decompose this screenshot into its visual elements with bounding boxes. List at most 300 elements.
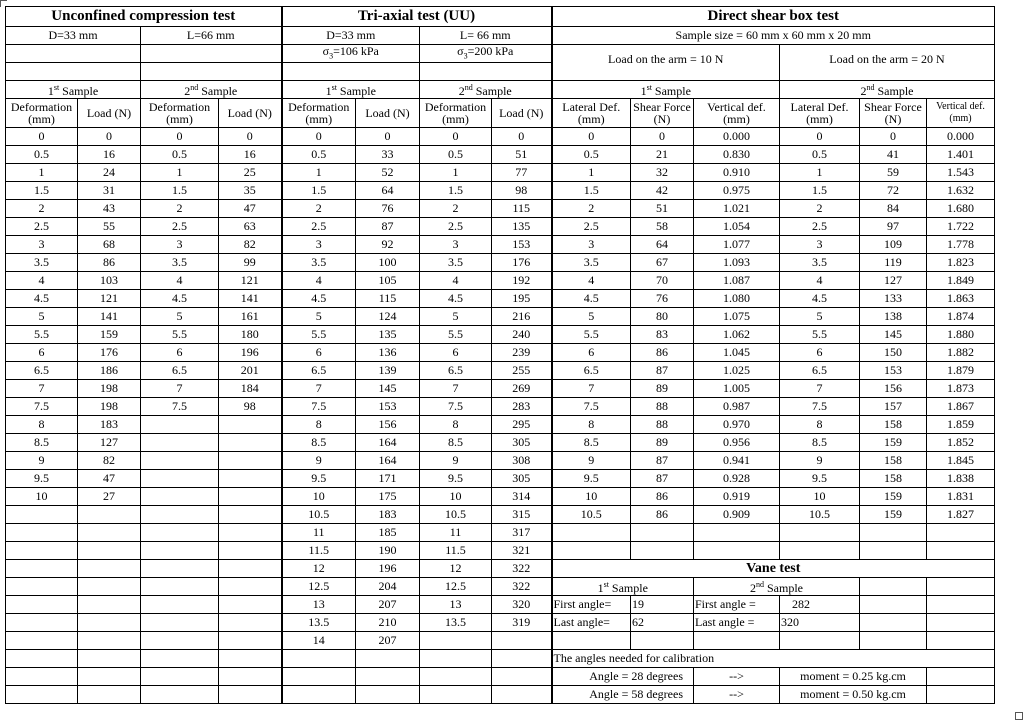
tri-s1-deformation: 1 — [282, 164, 356, 182]
tri-s2-deformation: 9 — [420, 452, 492, 470]
dsb-s2-vertical-def: 1.831 — [927, 488, 995, 506]
table-row — [6, 560, 995, 578]
tri-s2-load: 115 — [492, 200, 552, 218]
dsb-s1-vertical-def: 0.000 — [694, 128, 780, 146]
ucs-s1-load: 82 — [78, 452, 141, 470]
tri-s1-deformation: 9 — [282, 452, 356, 470]
tri-s2-load: 51 — [492, 146, 552, 164]
vane-s1-last-angle-label: Last angle= — [552, 614, 631, 632]
ucs-s1-deformation — [6, 578, 78, 596]
tri-s1-deformation: 6 — [282, 344, 356, 362]
dsb-s2-shear-force: 109 — [860, 236, 927, 254]
empty-cell — [141, 686, 219, 704]
dsb-blank — [694, 524, 780, 542]
tri-s1-deformation: 10 — [282, 488, 356, 506]
col-header-deformation: Deformation (mm) — [420, 99, 492, 128]
dsb-blank — [860, 524, 927, 542]
ucs-s2-deformation: 2.5 — [141, 218, 219, 236]
tri-s2-deformation: 3.5 — [420, 254, 492, 272]
ucs-s1-load: 86 — [78, 254, 141, 272]
ucs-s1-load: 159 — [78, 326, 141, 344]
ucs-s2-load: 47 — [219, 200, 282, 218]
ucs-s2-deformation: 5 — [141, 308, 219, 326]
dsb-s2-shear-force: 0 — [860, 128, 927, 146]
ucs-s1-load: 121 — [78, 290, 141, 308]
dsb-s2-lateral-def: 7.5 — [780, 398, 860, 416]
empty-cell — [78, 650, 141, 668]
tri-s1-load: 52 — [356, 164, 420, 182]
dsb-s2-lateral-def: 8.5 — [780, 434, 860, 452]
dsb-s1-shear-force: 42 — [631, 182, 694, 200]
tri-s2-deformation: 12 — [420, 560, 492, 578]
tri-s1-load: 164 — [356, 452, 420, 470]
tri-s2-deformation: 11.5 — [420, 542, 492, 560]
tri-blank — [282, 63, 420, 81]
ucs-s2-load: 25 — [219, 164, 282, 182]
tri-s1-deformation: 0.5 — [282, 146, 356, 164]
dsb-s2-vertical-def: 1.827 — [927, 506, 995, 524]
tri-s1-load: 171 — [356, 470, 420, 488]
ucs-s2-load — [219, 596, 282, 614]
dsb-s2-vertical-def: 1.680 — [927, 200, 995, 218]
tri-s1-deformation: 5 — [282, 308, 356, 326]
dsb-s2-shear-force: 72 — [860, 182, 927, 200]
vane-s1-last-angle: 62 — [631, 614, 694, 632]
ucs-s1-deformation: 8.5 — [6, 434, 78, 452]
ucs-s1-deformation — [6, 614, 78, 632]
vane-s2-last-angle-label: Last angle = — [694, 614, 780, 632]
col-header-vertical-def: Vertical def. (mm) — [694, 99, 780, 128]
col-header-lateral-def: Lateral Def. (mm) — [552, 99, 631, 128]
ucs-s1-deformation: 9.5 — [6, 470, 78, 488]
tri-s1-load: 124 — [356, 308, 420, 326]
ucs-s1-deformation: 2.5 — [6, 218, 78, 236]
tri-s2-load: 135 — [492, 218, 552, 236]
col-header-deformation: Deformation (mm) — [282, 99, 356, 128]
dsb-s2-vertical-def: 1.880 — [927, 326, 995, 344]
tri-s2-deformation: 4.5 — [420, 290, 492, 308]
dsb-s1-shear-force: 83 — [631, 326, 694, 344]
dsb-s2-lateral-def: 1 — [780, 164, 860, 182]
dsb-blank — [927, 524, 995, 542]
tri-s1-load: 92 — [356, 236, 420, 254]
ucs-s2-deformation: 3 — [141, 236, 219, 254]
tri-s2-deformation: 12.5 — [420, 578, 492, 596]
ucs-s1-deformation: 4 — [6, 272, 78, 290]
tri-s2-load: 305 — [492, 470, 552, 488]
dsb-s1-lateral-def: 6 — [552, 344, 631, 362]
vane-blank — [780, 632, 860, 650]
dsb-s2-vertical-def: 1.882 — [927, 344, 995, 362]
ucs-s1-deformation: 1.5 — [6, 182, 78, 200]
vane-blank — [927, 596, 995, 614]
dsb-s2-lateral-def: 6 — [780, 344, 860, 362]
data-table — [5, 6, 995, 704]
dsb-s1-vertical-def: 1.062 — [694, 326, 780, 344]
arrow-icon: --> — [694, 668, 780, 686]
dsb-s1-vertical-def: 0.928 — [694, 470, 780, 488]
dsb-s2-lateral-def: 2.5 — [780, 218, 860, 236]
ucs-blank — [6, 63, 141, 81]
ucs-s1-load: 198 — [78, 380, 141, 398]
ucs-s1-load: 176 — [78, 344, 141, 362]
dsb-blank — [780, 542, 860, 560]
ucs-s1-deformation: 3.5 — [6, 254, 78, 272]
dsb-sample-1-label: 1st Sample — [552, 81, 780, 99]
dsb-blank — [552, 542, 631, 560]
dsb-s1-shear-force: 80 — [631, 308, 694, 326]
ucs-s1-deformation: 4.5 — [6, 290, 78, 308]
ucs-sample-2-label: 2nd Sample — [141, 81, 282, 99]
ucs-s1-load: 103 — [78, 272, 141, 290]
ucs-s1-deformation — [6, 524, 78, 542]
vane-blank — [552, 632, 631, 650]
ucs-s2-deformation: 0.5 — [141, 146, 219, 164]
dsb-s2-lateral-def: 10 — [780, 488, 860, 506]
tri-s1-load: 0 — [356, 128, 420, 146]
tri-s2-deformation: 6 — [420, 344, 492, 362]
dsb-s2-vertical-def: 1.873 — [927, 380, 995, 398]
dsb-blank — [694, 542, 780, 560]
table-row — [6, 290, 995, 308]
tri-s1-deformation: 12 — [282, 560, 356, 578]
dsb-s1-shear-force: 88 — [631, 416, 694, 434]
ucs-s1-deformation — [6, 596, 78, 614]
ucs-s1-load — [78, 578, 141, 596]
tri-s1-deformation: 4.5 — [282, 290, 356, 308]
dsb-s1-vertical-def: 0.975 — [694, 182, 780, 200]
ucs-s1-load — [78, 632, 141, 650]
tri-s2-load: 321 — [492, 542, 552, 560]
tri-s2-deformation: 1 — [420, 164, 492, 182]
ucs-s2-load: 63 — [219, 218, 282, 236]
empty-cell — [6, 668, 78, 686]
dsb-s1-vertical-def: 1.087 — [694, 272, 780, 290]
ucs-s2-deformation — [141, 560, 219, 578]
vane-blank — [631, 632, 694, 650]
ucs-s1-deformation: 7 — [6, 380, 78, 398]
tri-s1-load: 185 — [356, 524, 420, 542]
dsb-s1-shear-force: 67 — [631, 254, 694, 272]
ucs-s1-load: 68 — [78, 236, 141, 254]
dsb-s2-vertical-def: 1.543 — [927, 164, 995, 182]
dsb-s2-lateral-def: 3.5 — [780, 254, 860, 272]
tri-blank — [420, 63, 552, 81]
tri-confining-pressure-1: $\sigma_3=106$ kPa — [282, 45, 420, 63]
ucs-s2-load — [219, 416, 282, 434]
ucs-s2-deformation — [141, 596, 219, 614]
tri-s2-load: 320 — [492, 596, 552, 614]
ucs-s1-load: 198 — [78, 398, 141, 416]
tri-s1-deformation: 5.5 — [282, 326, 356, 344]
dsb-s1-shear-force: 58 — [631, 218, 694, 236]
tri-s2-deformation: 5 — [420, 308, 492, 326]
table-body — [6, 7, 995, 704]
ucs-s2-load — [219, 434, 282, 452]
ucs-s2-deformation — [141, 434, 219, 452]
table-row — [6, 380, 995, 398]
dsb-s1-shear-force: 86 — [631, 488, 694, 506]
tri-s2-deformation: 13 — [420, 596, 492, 614]
ucs-s1-deformation — [6, 632, 78, 650]
dsb-s2-lateral-def: 2 — [780, 200, 860, 218]
empty-cell — [78, 686, 141, 704]
dsb-s1-shear-force: 32 — [631, 164, 694, 182]
dsb-s1-lateral-def: 5 — [552, 308, 631, 326]
dsb-s2-shear-force: 158 — [860, 470, 927, 488]
ucs-s1-deformation: 0.5 — [6, 146, 78, 164]
dsb-s1-vertical-def: 1.075 — [694, 308, 780, 326]
tri-s2-load: 176 — [492, 254, 552, 272]
tri-s1-load: 87 — [356, 218, 420, 236]
tri-s2-load: 322 — [492, 560, 552, 578]
tri-s1-load: 105 — [356, 272, 420, 290]
ucs-s1-deformation — [6, 542, 78, 560]
ucs-s2-deformation: 5.5 — [141, 326, 219, 344]
ucs-s2-load: 201 — [219, 362, 282, 380]
col-header-load: Load (N) — [78, 99, 141, 128]
dsb-s2-vertical-def: 1.722 — [927, 218, 995, 236]
dsb-s2-vertical-def: 1.874 — [927, 308, 995, 326]
ucs-s1-load: 183 — [78, 416, 141, 434]
tri-s2-deformation: 8.5 — [420, 434, 492, 452]
tri-s2-deformation: 0 — [420, 128, 492, 146]
vane-blank — [860, 614, 927, 632]
tri-s2-deformation: 7 — [420, 380, 492, 398]
dsb-s1-lateral-def: 4.5 — [552, 290, 631, 308]
tri-s1-load: 76 — [356, 200, 420, 218]
ucs-s1-deformation: 7.5 — [6, 398, 78, 416]
tri-s2-load: 269 — [492, 380, 552, 398]
tri-s2-deformation: 2 — [420, 200, 492, 218]
tri-s2-deformation: 6.5 — [420, 362, 492, 380]
ucs-s1-load: 127 — [78, 434, 141, 452]
ucs-s1-deformation: 2 — [6, 200, 78, 218]
tri-s1-load: 135 — [356, 326, 420, 344]
dsb-s1-vertical-def: 1.045 — [694, 344, 780, 362]
dsb-s1-vertical-def: 0.956 — [694, 434, 780, 452]
empty-cell — [420, 650, 492, 668]
ucs-s1-load: 141 — [78, 308, 141, 326]
tri-s1-load: 33 — [356, 146, 420, 164]
dsb-s2-shear-force: 159 — [860, 434, 927, 452]
vane-s2-last-angle: 320 — [780, 614, 860, 632]
table-row — [6, 272, 995, 290]
ucs-blank — [6, 45, 141, 63]
dsb-s2-vertical-def: 1.838 — [927, 470, 995, 488]
tri-s1-deformation: 7.5 — [282, 398, 356, 416]
ucs-s2-load — [219, 578, 282, 596]
ucs-s2-deformation — [141, 470, 219, 488]
empty-cell — [356, 650, 420, 668]
ucs-s2-load: 99 — [219, 254, 282, 272]
table-row — [6, 686, 995, 704]
dsb-s2-shear-force: 156 — [860, 380, 927, 398]
col-header-load: Load (N) — [219, 99, 282, 128]
dsb-blank — [927, 542, 995, 560]
tri-s2-deformation: 2.5 — [420, 218, 492, 236]
tri-s2-load: 192 — [492, 272, 552, 290]
empty-cell — [356, 686, 420, 704]
tri-s1-deformation: 1.5 — [282, 182, 356, 200]
resize-handle-icon[interactable] — [1015, 712, 1023, 720]
ucs-s2-load — [219, 632, 282, 650]
ucs-s1-load: 55 — [78, 218, 141, 236]
ucs-s2-deformation: 7.5 — [141, 398, 219, 416]
dsb-blank — [860, 542, 927, 560]
ucs-s2-deformation — [141, 488, 219, 506]
dsb-s1-lateral-def: 9.5 — [552, 470, 631, 488]
tri-s2-deformation: 10.5 — [420, 506, 492, 524]
ucs-s1-load: 186 — [78, 362, 141, 380]
dsb-s1-shear-force: 51 — [631, 200, 694, 218]
tri-s1-deformation: 3 — [282, 236, 356, 254]
dsb-s2-shear-force: 159 — [860, 506, 927, 524]
tri-s2-load: 77 — [492, 164, 552, 182]
tri-s1-load: 196 — [356, 560, 420, 578]
empty-cell — [492, 668, 552, 686]
dsb-s2-shear-force: 150 — [860, 344, 927, 362]
dsb-s1-lateral-def: 0 — [552, 128, 631, 146]
dsb-s1-vertical-def: 1.054 — [694, 218, 780, 236]
ucs-s1-load — [78, 524, 141, 542]
dsb-s2-vertical-def: 1.859 — [927, 416, 995, 434]
table-row — [6, 506, 995, 524]
vane-s1-first-angle: 19 — [631, 596, 694, 614]
tri-sample-1-label: 1st Sample — [282, 81, 420, 99]
ucs-s2-load: 82 — [219, 236, 282, 254]
dsb-s2-lateral-def: 5 — [780, 308, 860, 326]
tri-s1-deformation: 13 — [282, 596, 356, 614]
tri-s2-deformation: 11 — [420, 524, 492, 542]
tri-s2-load: 216 — [492, 308, 552, 326]
tri-s1-load: 115 — [356, 290, 420, 308]
ucs-s2-deformation — [141, 578, 219, 596]
empty-cell — [492, 650, 552, 668]
dsb-s1-lateral-def: 1.5 — [552, 182, 631, 200]
tri-s1-load: 175 — [356, 488, 420, 506]
dsb-load-2: Load on the arm = 20 N — [829, 52, 945, 66]
ucs-s1-load: 24 — [78, 164, 141, 182]
ucs-s2-load: 141 — [219, 290, 282, 308]
tri-s2-load: 308 — [492, 452, 552, 470]
dsb-s1-shear-force: 88 — [631, 398, 694, 416]
dsb-s2-lateral-def: 1.5 — [780, 182, 860, 200]
dsb-s2-shear-force: 153 — [860, 362, 927, 380]
tri-s2-load: 240 — [492, 326, 552, 344]
ucs-s2-deformation: 6 — [141, 344, 219, 362]
ucs-s1-deformation: 3 — [6, 236, 78, 254]
ucs-s2-load — [219, 524, 282, 542]
tri-s1-deformation: 8.5 — [282, 434, 356, 452]
ucs-blank — [141, 63, 282, 81]
table-row — [6, 236, 995, 254]
dsb-s1-shear-force: 0 — [631, 128, 694, 146]
table-row — [6, 398, 995, 416]
ucs-s2-load — [219, 614, 282, 632]
tri-s2-load: 305 — [492, 434, 552, 452]
ucs-s1-deformation: 10 — [6, 488, 78, 506]
ucs-s1-load — [78, 614, 141, 632]
dsb-s2-vertical-def: 1.852 — [927, 434, 995, 452]
tri-s1-load: 139 — [356, 362, 420, 380]
dsb-s1-shear-force: 70 — [631, 272, 694, 290]
tri-s2-deformation: 0.5 — [420, 146, 492, 164]
vane-blank — [860, 578, 927, 596]
tri-s2-load: 317 — [492, 524, 552, 542]
dsb-s1-lateral-def: 1 — [552, 164, 631, 182]
tri-s1-load: 204 — [356, 578, 420, 596]
table-row — [6, 470, 995, 488]
empty-cell — [6, 650, 78, 668]
tri-s2-load: 315 — [492, 506, 552, 524]
table-row — [6, 344, 995, 362]
dsb-blank — [552, 524, 631, 542]
dsb-s1-vertical-def: 1.025 — [694, 362, 780, 380]
dsb-s2-vertical-def: 1.879 — [927, 362, 995, 380]
dsb-s2-lateral-def: 3 — [780, 236, 860, 254]
tri-s1-load: 207 — [356, 596, 420, 614]
dsb-s2-shear-force: 59 — [860, 164, 927, 182]
tri-s1-deformation: 8 — [282, 416, 356, 434]
vane-s2-first-angle-label: First angle = — [694, 596, 780, 614]
dsb-s1-lateral-def: 10 — [552, 488, 631, 506]
ucs-s1-load: 0 — [78, 128, 141, 146]
tri-s2-deformation: 5.5 — [420, 326, 492, 344]
tri-s2-deformation: 8 — [420, 416, 492, 434]
ucs-s2-load — [219, 470, 282, 488]
dsb-s1-shear-force: 87 — [631, 470, 694, 488]
dsb-s2-lateral-def: 4.5 — [780, 290, 860, 308]
dsb-s2-vertical-def: 1.863 — [927, 290, 995, 308]
tri-s1-deformation: 2.5 — [282, 218, 356, 236]
vane-sample-1-label: 1st Sample — [552, 578, 694, 596]
dsb-s1-lateral-def: 3 — [552, 236, 631, 254]
dsb-load-1: Load on the arm = 10 N — [608, 52, 724, 66]
dsb-s2-vertical-def: 1.823 — [927, 254, 995, 272]
table-row — [6, 542, 995, 560]
dsb-s2-shear-force: 41 — [860, 146, 927, 164]
ucs-s2-deformation: 4.5 — [141, 290, 219, 308]
col-header-lateral-def: Lateral Def. (mm) — [780, 99, 860, 128]
ucs-s1-load: 43 — [78, 200, 141, 218]
ucs-s2-deformation: 0 — [141, 128, 219, 146]
dsb-s2-lateral-def: 5.5 — [780, 326, 860, 344]
table-row — [6, 146, 995, 164]
dsb-s2-shear-force: 159 — [860, 488, 927, 506]
tri-s1-deformation: 9.5 — [282, 470, 356, 488]
ucs-s2-deformation: 2 — [141, 200, 219, 218]
tri-s1-deformation: 0 — [282, 128, 356, 146]
tri-s1-load: 136 — [356, 344, 420, 362]
ucs-s2-deformation: 3.5 — [141, 254, 219, 272]
dsb-load-1-cell — [552, 45, 780, 81]
ucs-s2-deformation: 7 — [141, 380, 219, 398]
vane-blank — [927, 632, 995, 650]
dsb-s2-shear-force: 157 — [860, 398, 927, 416]
ucs-s2-deformation — [141, 506, 219, 524]
tri-s1-deformation: 13.5 — [282, 614, 356, 632]
col-header-load: Load (N) — [356, 99, 420, 128]
ucs-s1-load — [78, 596, 141, 614]
dsb-s1-vertical-def: 0.970 — [694, 416, 780, 434]
empty-cell — [141, 668, 219, 686]
dsb-s1-vertical-def: 0.909 — [694, 506, 780, 524]
empty-cell — [6, 686, 78, 704]
dsb-s1-lateral-def: 4 — [552, 272, 631, 290]
empty-cell — [492, 686, 552, 704]
dsb-sample-size: Sample size = 60 mm x 60 mm x 20 mm — [552, 27, 995, 45]
